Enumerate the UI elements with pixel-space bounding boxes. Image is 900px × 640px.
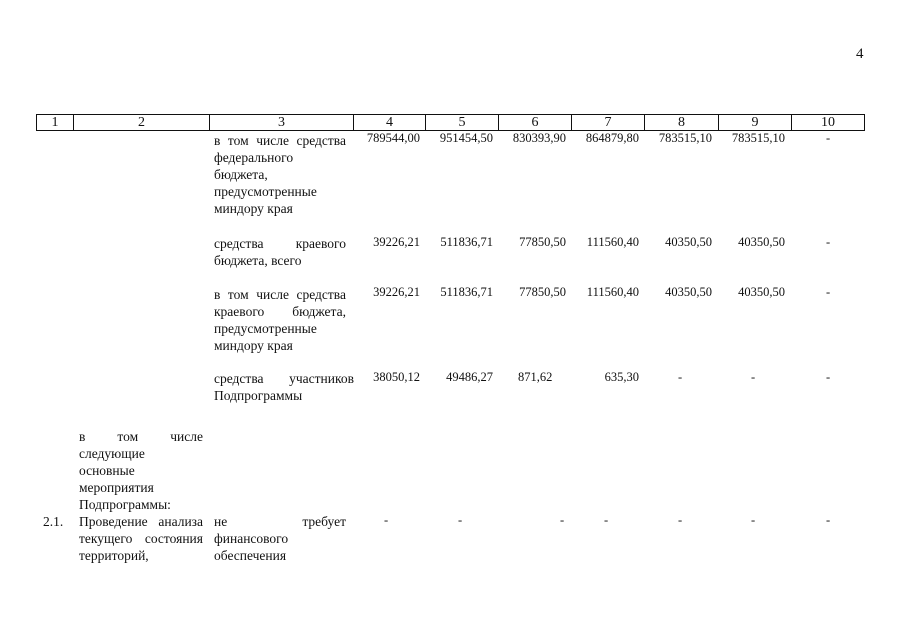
- row-1-col-7: 864879,80: [585, 131, 639, 145]
- column-header-4: 4: [354, 115, 426, 131]
- row-2-col-9: 40350,50: [738, 235, 785, 249]
- section-heading: в том числе следующие основные мероприятия Подпрограммы:: [79, 429, 203, 512]
- item-2-1-col-7: -: [604, 513, 609, 527]
- row-3-col-10: -: [826, 285, 831, 299]
- item-2-1-col-4: -: [384, 513, 389, 527]
- column-header-6: 6: [499, 115, 572, 131]
- item-2-1-col-9: -: [751, 513, 756, 527]
- row-2-description: средства краевого бюджета, всего: [214, 236, 346, 268]
- row-4-col-10: -: [826, 370, 831, 384]
- row-1-col-4: 789544,00: [366, 131, 420, 145]
- row-4-col-6: 871,62: [518, 370, 553, 384]
- row-3-col-9: 40350,50: [738, 285, 785, 299]
- row-4-col-8: -: [678, 370, 683, 384]
- row-2-col-10: -: [826, 235, 831, 249]
- row-2-col-4: 39226,21: [373, 235, 420, 249]
- row-3-col-4: 39226,21: [373, 285, 420, 299]
- column-header-1: 1: [37, 115, 74, 131]
- column-header-7: 7: [572, 115, 645, 131]
- row-3-col-7: 111560,40: [586, 285, 639, 299]
- column-number-header: [36, 114, 865, 131]
- row-3-col-8: 40350,50: [665, 285, 712, 299]
- row-1-col-8: 783515,10: [658, 131, 712, 145]
- row-2-col-7: 111560,40: [586, 235, 639, 249]
- column-header-3: 3: [210, 115, 354, 131]
- row-4-description: средства участников Подпрограммы: [214, 371, 354, 403]
- column-header-5: 5: [426, 115, 499, 131]
- row-3-col-5: 511836,71: [440, 285, 493, 299]
- item-2-1-col-8: -: [678, 513, 683, 527]
- page-number: 4: [856, 46, 864, 62]
- item-2-1-col-5: -: [458, 513, 463, 527]
- row-1-col-6: 830393,90: [512, 131, 566, 145]
- row-1-col-9: 783515,10: [731, 131, 785, 145]
- row-2-col-8: 40350,50: [665, 235, 712, 249]
- item-2-1-number: 2.1.: [43, 514, 64, 529]
- row-1-col-5: 951454,50: [439, 131, 493, 145]
- row-1-col-10: -: [826, 131, 831, 145]
- row-4-col-7: 635,30: [604, 370, 639, 384]
- row-2-col-6: 77850,50: [519, 235, 566, 249]
- row-4-col-5: 49486,27: [446, 370, 493, 384]
- item-2-1-col-10: -: [826, 513, 831, 527]
- row-3-description: в том числе средства краевого бюджета, предусмотренные миндору края: [214, 287, 346, 353]
- row-2-col-5: 511836,71: [440, 235, 493, 249]
- row-3-col-6: 77850,50: [519, 285, 566, 299]
- row-1-description: в том числе средства федерального бюджета, предусмотренные миндору края: [214, 133, 346, 216]
- column-header-10: 10: [792, 115, 865, 131]
- item-2-1-col-6: -: [560, 513, 565, 527]
- column-header-9: 9: [719, 115, 792, 131]
- item-2-1-description: не требует финансового обеспечения: [214, 514, 346, 563]
- column-header-2: 2: [74, 115, 210, 131]
- item-2-1-title: Проведение анализа текущего состояния территорий,: [79, 514, 203, 563]
- row-4-col-9: -: [751, 370, 756, 384]
- column-header-8: 8: [645, 115, 719, 131]
- row-4-col-4: 38050,12: [373, 370, 420, 384]
